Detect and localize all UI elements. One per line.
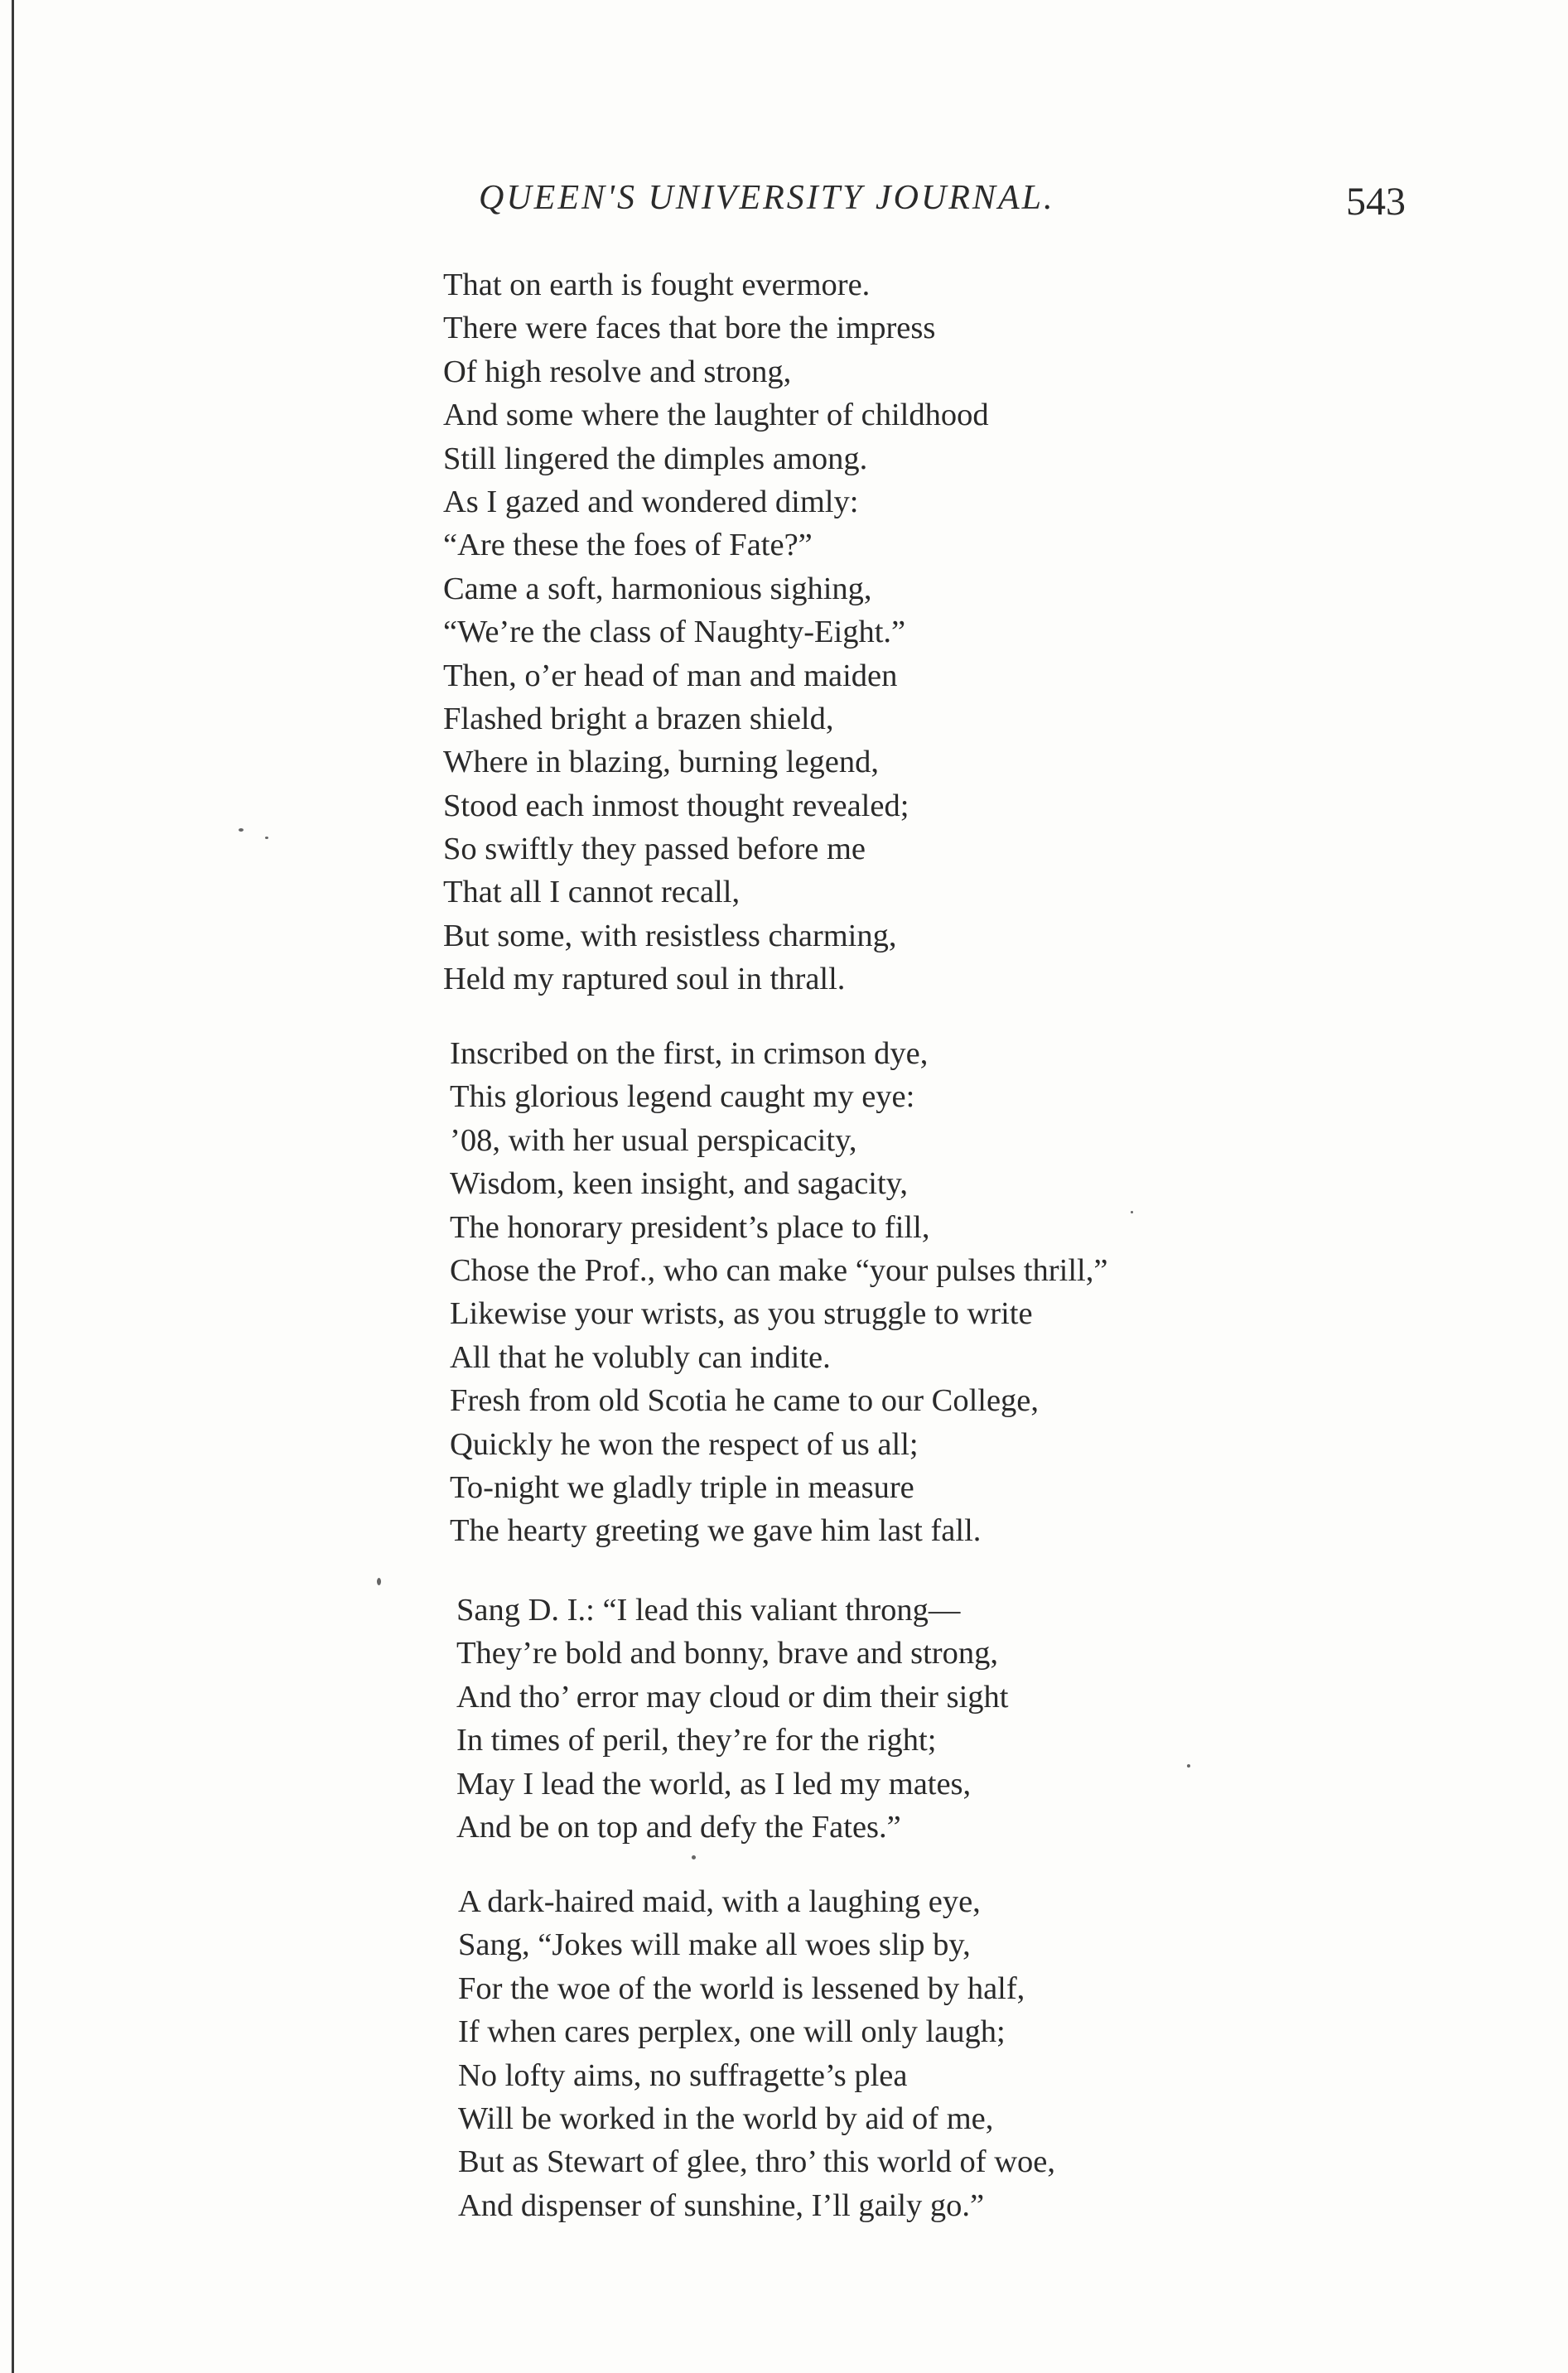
running-header-title: QUEEN'S UNIVERSITY JOURNAL.: [479, 179, 1055, 217]
poem-line: Of high resolve and strong,: [443, 354, 792, 389]
poem-line: Inscribed on the first, in crimson dye,: [450, 1036, 929, 1071]
poem-line: But some, with resistless charming,: [443, 918, 897, 953]
poem-line: Chose the Prof., who can make “your pulses thrill,”: [450, 1252, 1108, 1288]
poem-line: “We’re the class of Naughty-Eight.”: [443, 615, 906, 650]
scan-speck: [377, 1578, 381, 1585]
poem-stanza-3: [456, 1589, 1008, 1849]
poem-line: Where in blazing, burning legend,: [443, 745, 879, 780]
binding-edge: [12, 0, 14, 2373]
poem-line: Still lingered the dimples among.: [443, 441, 868, 476]
poem-line: The hearty greeting we gave him last fall.: [450, 1513, 982, 1549]
poem-line: “Are these the foes of Fate?”: [443, 528, 813, 563]
poem-line: Then, o’er head of man and maiden: [443, 658, 898, 693]
scan-speck: [1187, 1764, 1190, 1768]
poem-stanza-4: [458, 1880, 1055, 2227]
poem-line: There were faces that bore the impress: [443, 311, 936, 346]
page-number: 543: [1346, 180, 1406, 224]
poem-line: Sang, “Jokes will make all woes slip by,: [458, 1927, 971, 1963]
poem-line: The honorary president’s place to fill,: [450, 1209, 930, 1245]
poem-stanza-1: [443, 263, 989, 1001]
scan-speck: [1131, 1211, 1133, 1213]
poem-line: This glorious legend caught my eye:: [450, 1079, 915, 1115]
poem-line: Came a soft, harmonious sighing,: [443, 571, 872, 606]
poem-line: Sang D. I.: “I lead this valiant throng—: [456, 1593, 961, 1628]
poem-line: And some where the laughter of childhood: [443, 398, 989, 433]
poem-line: As I gazed and wondered dimly:: [443, 484, 859, 519]
poem-line: A dark-haired maid, with a laughing eye,: [458, 1884, 981, 1919]
poem-line: They’re bold and bonny, brave and strong,: [456, 1636, 998, 1671]
poem-line: Flashed bright a brazen shield,: [443, 701, 834, 736]
scan-speck: [239, 828, 244, 832]
poem-line: No lofty aims, no suffragette’s plea: [458, 2057, 908, 2093]
poem-line: Wisdom, keen insight, and sagacity,: [450, 1166, 909, 1202]
poem-line: In times of peril, they’re for the right;: [456, 1723, 937, 1758]
poem-line: But as Stewart of glee, thro’ this world of woe,: [458, 2144, 1056, 2180]
poem-line: And be on top and defy the Fates.”: [456, 1809, 901, 1845]
poem-line: If when cares perplex, one will only laugh;: [458, 2014, 1006, 2050]
poem-stanza-2: [450, 1032, 1107, 1553]
poem-line: All that he volubly can indite.: [450, 1339, 831, 1375]
poem-line: Stood each inmost thought revealed;: [443, 788, 909, 823]
poem-line: For the woe of the world is lessened by half,: [458, 1970, 1025, 2006]
poem-line: And dispenser of sunshine, I’ll gaily go.”: [458, 2187, 985, 2223]
poem-line: That all I cannot recall,: [443, 875, 741, 910]
poem-line: That on earth is fought evermore.: [443, 268, 871, 302]
poem-line: And tho’ error may cloud or dim their sight: [456, 1679, 1009, 1715]
poem-line: Fresh from old Scotia he came to our College,: [450, 1383, 1040, 1419]
poem-line: To-night we gladly triple in measure: [450, 1469, 914, 1505]
poem-line: Will be worked in the world by aid of me,: [458, 2100, 994, 2136]
poem-line: May I lead the world, as I led my mates,: [456, 1766, 972, 1801]
scan-speck: [265, 837, 268, 839]
poem-line: Quickly he won the respect of us all;: [450, 1426, 919, 1462]
poem-line: Held my raptured soul in thrall.: [443, 962, 846, 997]
poem-line: Likewise your wrists, as you struggle to write: [450, 1296, 1033, 1332]
poem-line: ’08, with her usual perspicacity,: [450, 1122, 857, 1158]
scan-speck: [692, 1855, 696, 1859]
poem-line: So swiftly they passed before me: [443, 832, 866, 867]
